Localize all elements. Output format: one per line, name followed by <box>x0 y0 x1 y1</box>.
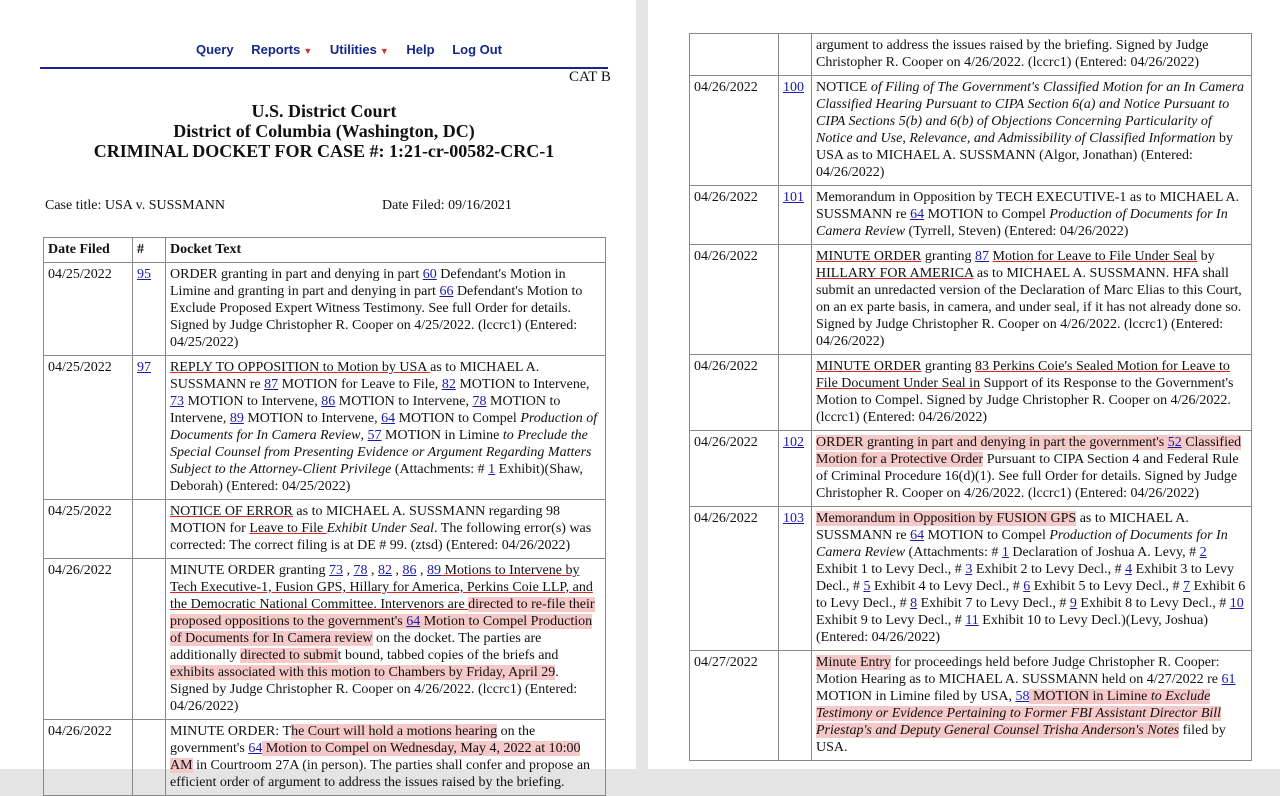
docket-reference-link[interactable]: 57 <box>367 428 382 443</box>
docket-reference-link[interactable]: 4 <box>1125 562 1133 577</box>
entry-date: 04/26/2022 <box>690 186 779 245</box>
docket-reference-link[interactable]: 89 <box>229 411 244 426</box>
docket-text <box>812 431 1252 507</box>
entry-number-cell <box>779 355 812 431</box>
docket-text-segment: MINUTE ORDER <box>816 249 922 264</box>
docket-text-segment: MINUTE ORDER <box>816 359 922 374</box>
nav-query[interactable] <box>196 42 234 57</box>
docket-text-segment: by <box>1197 249 1215 264</box>
docket-text-segment: Exhibit 3 to Levy Decl., # <box>816 562 1235 594</box>
entry-date: 04/26/2022 <box>44 720 133 796</box>
entry-number-cell <box>133 263 166 356</box>
docket-reference-link[interactable]: 60 <box>422 267 437 282</box>
entry-number-cell <box>133 559 166 720</box>
docket-text-segment: as to MICHAEL A. SUSSMANN. HFA shall submit an unredacted version of the Declaration of Marc Elias to this Court, on an ex parte basis, in camera, and under seal, if it has not already done so. Signed by Judge Christopher R. Cooper on 4/26/2022. (lccrc1) (Entered: 04/26/2022) <box>816 266 1242 349</box>
docket-text-segment: on the government's <box>170 724 536 756</box>
entry-date: 04/25/2022 <box>44 263 133 356</box>
docket-text <box>166 720 606 796</box>
docket-text <box>812 507 1252 651</box>
docket-text-segment: Defendant's Motion to Exclude Proposed Expert Witness Testimony. See full Order for details. Signed by Judge Christopher R. Cooper on 4/25/2022. (lccrc1) (Entered: 04/25/2022) <box>170 284 583 350</box>
docket-text-segment: Declaration of Joshua A. Levy, # <box>1008 545 1200 560</box>
docket-text-segment: Memorandum in Opposition by FUSION GPS <box>816 511 1077 526</box>
docket-text-segment: Exhibit Under Seal <box>326 521 435 536</box>
entry-date: 04/26/2022 <box>690 431 779 507</box>
docket-text-segment: Exhibit 1 to Levy Decl., # <box>816 562 966 577</box>
docket-reference-link[interactable]: 87 <box>264 377 279 392</box>
table-row <box>690 507 1252 651</box>
table-row <box>44 500 606 559</box>
docket-text-segment: , <box>367 563 379 578</box>
caret-down-icon: ▼ <box>379 46 389 56</box>
document-number-link[interactable]: 97 <box>137 360 151 375</box>
docket-text-segment: Exhibit 8 to Levy Decl., # <box>1076 596 1230 611</box>
category-label: CAT B <box>569 69 611 85</box>
docket-reference-link[interactable]: 87 <box>975 249 990 264</box>
nav-divider <box>40 67 608 69</box>
docket-reference-link[interactable]: 78 <box>353 563 368 578</box>
case-title: Case title: USA v. SUSSMANN <box>45 198 225 213</box>
docket-text <box>166 263 606 356</box>
docket-text-segment: Exhibit)(Shaw, Deborah) (Entered: 04/25/2022) <box>170 462 583 494</box>
entry-date: 04/26/2022 <box>44 559 133 720</box>
table-row <box>690 34 1252 76</box>
entry-date: 04/26/2022 <box>690 76 779 186</box>
table-row <box>44 559 606 720</box>
docket-text-segment: of Filing of The Government's Classified Motion for an In Camera Classified Hearing Pursuant to CIPA Section 6(a) and Notice Pursuant to CIPA Sections 5(b) and 6(b) of Objections Concerning Particularity of Notice and Use, Relevance, and Admissibility of Classified Information <box>816 80 1245 146</box>
docket-text-segment: (Tyrrell, Steven) (Entered: 04/26/2022) <box>905 224 1129 239</box>
table-row <box>690 245 1252 355</box>
docket-text-segment: MOTION to Intervene, <box>335 394 473 409</box>
docket-reference-link[interactable]: 78 <box>472 394 487 409</box>
nav-help[interactable] <box>406 42 434 57</box>
docket-entries <box>44 263 606 796</box>
court-district: District of Columbia (Washington, DC) <box>173 121 475 141</box>
docket-table <box>43 237 606 796</box>
docket-text-segment: MOTION to Intervene, <box>184 394 322 409</box>
docket-reference-link[interactable]: 64 <box>248 741 263 756</box>
docket-text <box>166 356 606 500</box>
docket-reference-link[interactable]: 7 <box>1183 579 1191 594</box>
docket-text <box>812 355 1252 431</box>
entry-date: 04/26/2022 <box>690 507 779 651</box>
entry-number-cell <box>779 76 812 186</box>
docket-text-segment: Pursuant to CIPA Section 4 and Federal Rule of Criminal Procedure 16(d)(1). See full Order for details. Signed by Judge Christopher R. Cooper on 4/26/2022. (lccrc1) (Entered: 04/26/2022) <box>816 452 1239 501</box>
col-text-header: Docket Text <box>166 238 606 263</box>
docket-text-segment: Minute Entry <box>816 655 892 670</box>
docket-text-segment: directed to submi <box>240 648 338 663</box>
docket-text-segment: MINUTE ORDER: T <box>170 724 292 739</box>
docket-text-segment: as to MICHAEL A. SUSSMANN re <box>170 360 540 392</box>
docket-text-segment: Production of Documents for In Camera Review <box>170 411 598 443</box>
docket-reference-link[interactable]: 1 <box>1001 545 1009 560</box>
docket-text-segment: MINUTE ORDER granting <box>170 563 330 578</box>
entry-date: 04/25/2022 <box>44 500 133 559</box>
table-row <box>44 356 606 500</box>
table-row <box>690 651 1252 761</box>
col-date-header: Date Filed <box>44 238 133 263</box>
entry-date: 04/25/2022 <box>44 356 133 500</box>
docket-text-segment: (Attachments: # <box>905 545 1002 560</box>
docket-reference-link[interactable]: 3 <box>965 562 973 577</box>
docket-text-segment: . The following error(s) was corrected: The correct filing is at DE # 99. (ztsd) (Entered: 04/26/2022) <box>170 521 592 553</box>
table-row <box>44 263 606 356</box>
date-filed: Date Filed: 09/16/2021 <box>382 198 512 213</box>
left-page <box>0 0 636 790</box>
docket-text-segment: MOTION to Compel <box>924 207 1050 222</box>
docket-text-segment: ORDER granting in part and denying in part <box>170 267 423 282</box>
docket-reference-link[interactable]: 66 <box>439 284 454 299</box>
nav-logout[interactable] <box>452 42 502 57</box>
docket-reference-link[interactable]: 73 <box>329 563 344 578</box>
docket-text-segment: directed to re-file their proposed oppositions to the government's <box>170 597 595 629</box>
docket-text-segment: he Court will hold a motions hearing <box>291 724 498 739</box>
docket-text-segment: MOTION for Leave to File, <box>278 377 442 392</box>
docket-reference-link[interactable]: 64 <box>910 207 925 222</box>
docket-text-segment: ORDER granting in part and denying in part the government's <box>816 435 1168 450</box>
docket-text-segment: Motion to Compel on Wednesday, May 4, 2022 at 10:00 AM <box>170 741 581 773</box>
nav-utilities-label: Utilities <box>329 42 377 57</box>
nav-reports[interactable] <box>251 42 312 57</box>
docket-text <box>812 186 1252 245</box>
nav-query-label: Query <box>196 42 234 57</box>
top-nav <box>196 42 516 57</box>
docket-text-segment: Motion to Compel Production of Documents for In Camera review <box>170 614 593 646</box>
docket-reference-link[interactable]: 64 <box>381 411 396 426</box>
docket-text-segment: NOTICE OF ERROR <box>170 504 293 519</box>
table-row <box>690 76 1252 186</box>
entry-number-cell <box>133 500 166 559</box>
court-heading <box>40 101 608 161</box>
docket-text-segment: Memorandum in Opposition by TECH EXECUTIVE-1 as to MICHAEL A. SUSSMANN re <box>816 190 1240 222</box>
col-num-header: # <box>133 238 166 263</box>
docket-text-segment: Support of its Response to the Government's Motion to Compel. Signed by Judge Christopher R. Cooper on 4/26/2022. (lccrc1) (Entered: 04/26/2022) <box>816 376 1234 425</box>
docket-text-segment: MOTION to Intervene, <box>455 377 590 392</box>
docket-text-segment: granting <box>921 359 976 374</box>
docket-text-segment: by USA as to MICHAEL A. SUSSMANN (Algor, Jonathan) (Entered: 04/26/2022) <box>816 131 1233 180</box>
docket-text-segment: . Signed by Judge Christopher R. Cooper on 4/26/2022. (lccrc1) (Entered: 04/26/2022) <box>170 665 578 714</box>
docket-text-segment: MOTION to Intervene, <box>243 411 382 426</box>
docket-text-segment: , <box>392 563 403 578</box>
entry-date <box>690 34 779 76</box>
docket-text-segment: , <box>416 563 428 578</box>
docket-reference-link[interactable]: 52 <box>1167 435 1182 450</box>
docket-reference-link[interactable]: 82 <box>441 377 456 392</box>
entry-number-cell <box>779 34 812 76</box>
docket-text-segment: Defendant's Motion in Limine and granting in part and denying in part <box>170 267 566 299</box>
docket-text-segment: Exhibit 4 to Levy Decl., # <box>870 579 1024 594</box>
docket-reference-link[interactable]: 9 <box>1069 596 1077 611</box>
docket-text-segment: t bound, tabbed copies of the briefs and <box>337 648 559 663</box>
docket-text-segment: to Preclude the Special Counsel from Presenting Evidence or Argument Regarding Matters Subject to the Attorney-Client Privilege <box>170 428 592 477</box>
docket-reference-link[interactable]: 61 <box>1221 672 1236 687</box>
docket-text <box>166 559 606 720</box>
document-number-link[interactable]: 103 <box>783 511 804 526</box>
docket-text-segment: exhibits associated with this motion to Chambers by Friday, April 29 <box>170 665 556 680</box>
nav-logout-label: Log Out <box>452 42 503 57</box>
docket-text <box>812 34 1252 76</box>
docket-case-title: CRIMINAL DOCKET FOR CASE #: 1:21-cr-00582-CRC-1 <box>93 141 555 161</box>
docket-text-segment: Exhibit 10 to Levy Decl.)(Levy, Joshua) (Entered: 04/26/2022) <box>816 613 1209 645</box>
docket-reference-link[interactable]: 89 <box>427 563 442 578</box>
entry-date: 04/26/2022 <box>690 355 779 431</box>
court-name: U.S. District Court <box>251 101 397 121</box>
docket-text <box>166 500 606 559</box>
docket-text-segment: , <box>360 428 368 443</box>
docket-reference-link[interactable]: 11 <box>965 613 979 628</box>
entry-number-cell <box>779 431 812 507</box>
entry-number-cell <box>779 245 812 355</box>
docket-reference-link[interactable]: 86 <box>402 563 417 578</box>
docket-text-segment: granting <box>921 249 976 264</box>
document-number-link[interactable]: 100 <box>783 80 804 95</box>
nav-reports-label: Reports <box>251 42 301 57</box>
docket-text-segment: Motion for Leave to File Under Seal <box>992 249 1198 264</box>
docket-reference-link[interactable]: 64 <box>910 528 925 543</box>
nav-help-label: Help <box>406 42 435 57</box>
docket-text-segment: MOTION in Limine <box>381 428 503 443</box>
caret-down-icon: ▼ <box>303 46 313 56</box>
table-row <box>690 431 1252 507</box>
docket-text-segment: Production of Documents for In Camera Review <box>816 528 1228 560</box>
docket-reference-link[interactable]: 86 <box>321 394 336 409</box>
docket-text <box>812 76 1252 186</box>
docket-text-segment: (Attachments: # <box>391 462 489 477</box>
docket-text-segment: MOTION to Compel <box>924 528 1050 543</box>
docket-text-segment: as to MICHAEL A. SUSSMANN regarding 98 MOTION for <box>170 504 560 536</box>
docket-text-segment: Leave to File <box>249 521 327 536</box>
docket-text <box>812 245 1252 355</box>
docket-text-segment: 83 Perkins Coie's Sealed Motion for Leave to File Document Under Seal in <box>816 359 1230 391</box>
right-page <box>648 0 1280 769</box>
docket-text-segment: for proceedings held before Judge Christopher R. Cooper: Motion Hearing as to MICHAEL A. SUSSMANN held on 4/27/2022 re <box>816 655 1222 687</box>
docket-text-segment: MOTION in Limine <box>1029 689 1151 704</box>
docket-entries <box>690 34 1252 761</box>
docket-text-segment: Classified Motion for a Protective Order <box>816 435 1242 467</box>
docket-text-segment: Exhibit 5 to Levy Decl., # <box>1030 579 1184 594</box>
docket-text-segment: , <box>343 563 354 578</box>
docket-text-segment: filed by USA. <box>816 723 1226 755</box>
entry-number-cell <box>133 720 166 796</box>
entry-number-cell <box>779 186 812 245</box>
table-row <box>690 186 1252 245</box>
docket-reference-link[interactable]: 5 <box>863 579 871 594</box>
docket-reference-link[interactable]: 82 <box>378 563 393 578</box>
docket-reference-link[interactable]: 58 <box>1015 689 1030 704</box>
docket-text-segment: Exhibit 9 to Levy Decl., # <box>816 613 966 628</box>
entry-date: 04/26/2022 <box>690 245 779 355</box>
docket-text-segment: NOTICE <box>816 80 871 95</box>
document-number-link[interactable]: 101 <box>783 190 804 205</box>
docket-reference-link[interactable]: 1 <box>488 462 496 477</box>
docket-text-segment: HILLARY FOR AMERICA <box>816 266 974 281</box>
docket-reference-link[interactable]: 73 <box>170 394 184 409</box>
table-row <box>690 355 1252 431</box>
docket-text-segment: Exhibit 2 to Levy Decl., # <box>972 562 1126 577</box>
document-number-link[interactable]: 102 <box>783 435 804 450</box>
docket-reference-link[interactable]: 10 <box>1229 596 1244 611</box>
docket-text-segment: argument to address the issues raised by the briefing. Signed by Judge Christopher R. Cooper on 4/26/2022. (lccrc1) (Entered: 04/26/2022) <box>816 38 1209 70</box>
docket-text-segment: on the docket. The parties are additionally <box>170 631 542 663</box>
nav-utilities[interactable] <box>330 42 389 57</box>
docket-text-segment: MOTION to Intervene, <box>170 394 561 426</box>
docket-reference-link[interactable]: 64 <box>406 614 421 629</box>
docket-reference-link[interactable]: 2 <box>1199 545 1207 560</box>
docket-table-continued <box>689 33 1252 761</box>
docket-text-segment: MOTION in Limine filed by USA, <box>816 689 1016 704</box>
docket-text-segment: Exhibit 7 to Levy Decl., # <box>917 596 1070 611</box>
docket-text-segment: in Courtroom 27A (in person). The parties shall confer and propose an efficient order of argument to address the issues raised by the briefing. <box>170 758 591 790</box>
docket-text-segment: Motions to Intervene by Tech Executive-1, Fusion GPS, Hillary for America, Perkins Coie LLP, and the Democratic National Committee. Intervenors are <box>170 563 593 612</box>
table-header-row <box>44 238 606 263</box>
docket-reference-link[interactable]: 6 <box>1023 579 1031 594</box>
docket-text-segment: REPLY TO OPPOSITION to Motion by USA <box>170 360 431 375</box>
docket-text-segment: MOTION to Compel <box>395 411 521 426</box>
entry-number-cell <box>779 651 812 761</box>
entry-number-cell <box>133 356 166 500</box>
document-number-link[interactable]: 95 <box>137 267 151 282</box>
docket-text-segment: Production of Documents for In Camera Review <box>816 207 1228 239</box>
table-row <box>44 720 606 796</box>
entry-number-cell <box>779 507 812 651</box>
docket-text-segment: to Exclude Testimony or Evidence Pertaining to Former FBI Assistant Director Bill Priestap's and Deputy General Counsel Trisha Anderson's Notes <box>816 689 1222 738</box>
docket-text-segment: Exhibit 6 to Levy Decl., # <box>816 579 1246 611</box>
docket-text <box>812 651 1252 761</box>
docket-reference-link[interactable]: 8 <box>910 596 918 611</box>
docket-text-segment: as to MICHAEL A. SUSSMANN re <box>816 511 1189 543</box>
entry-date: 04/27/2022 <box>690 651 779 761</box>
